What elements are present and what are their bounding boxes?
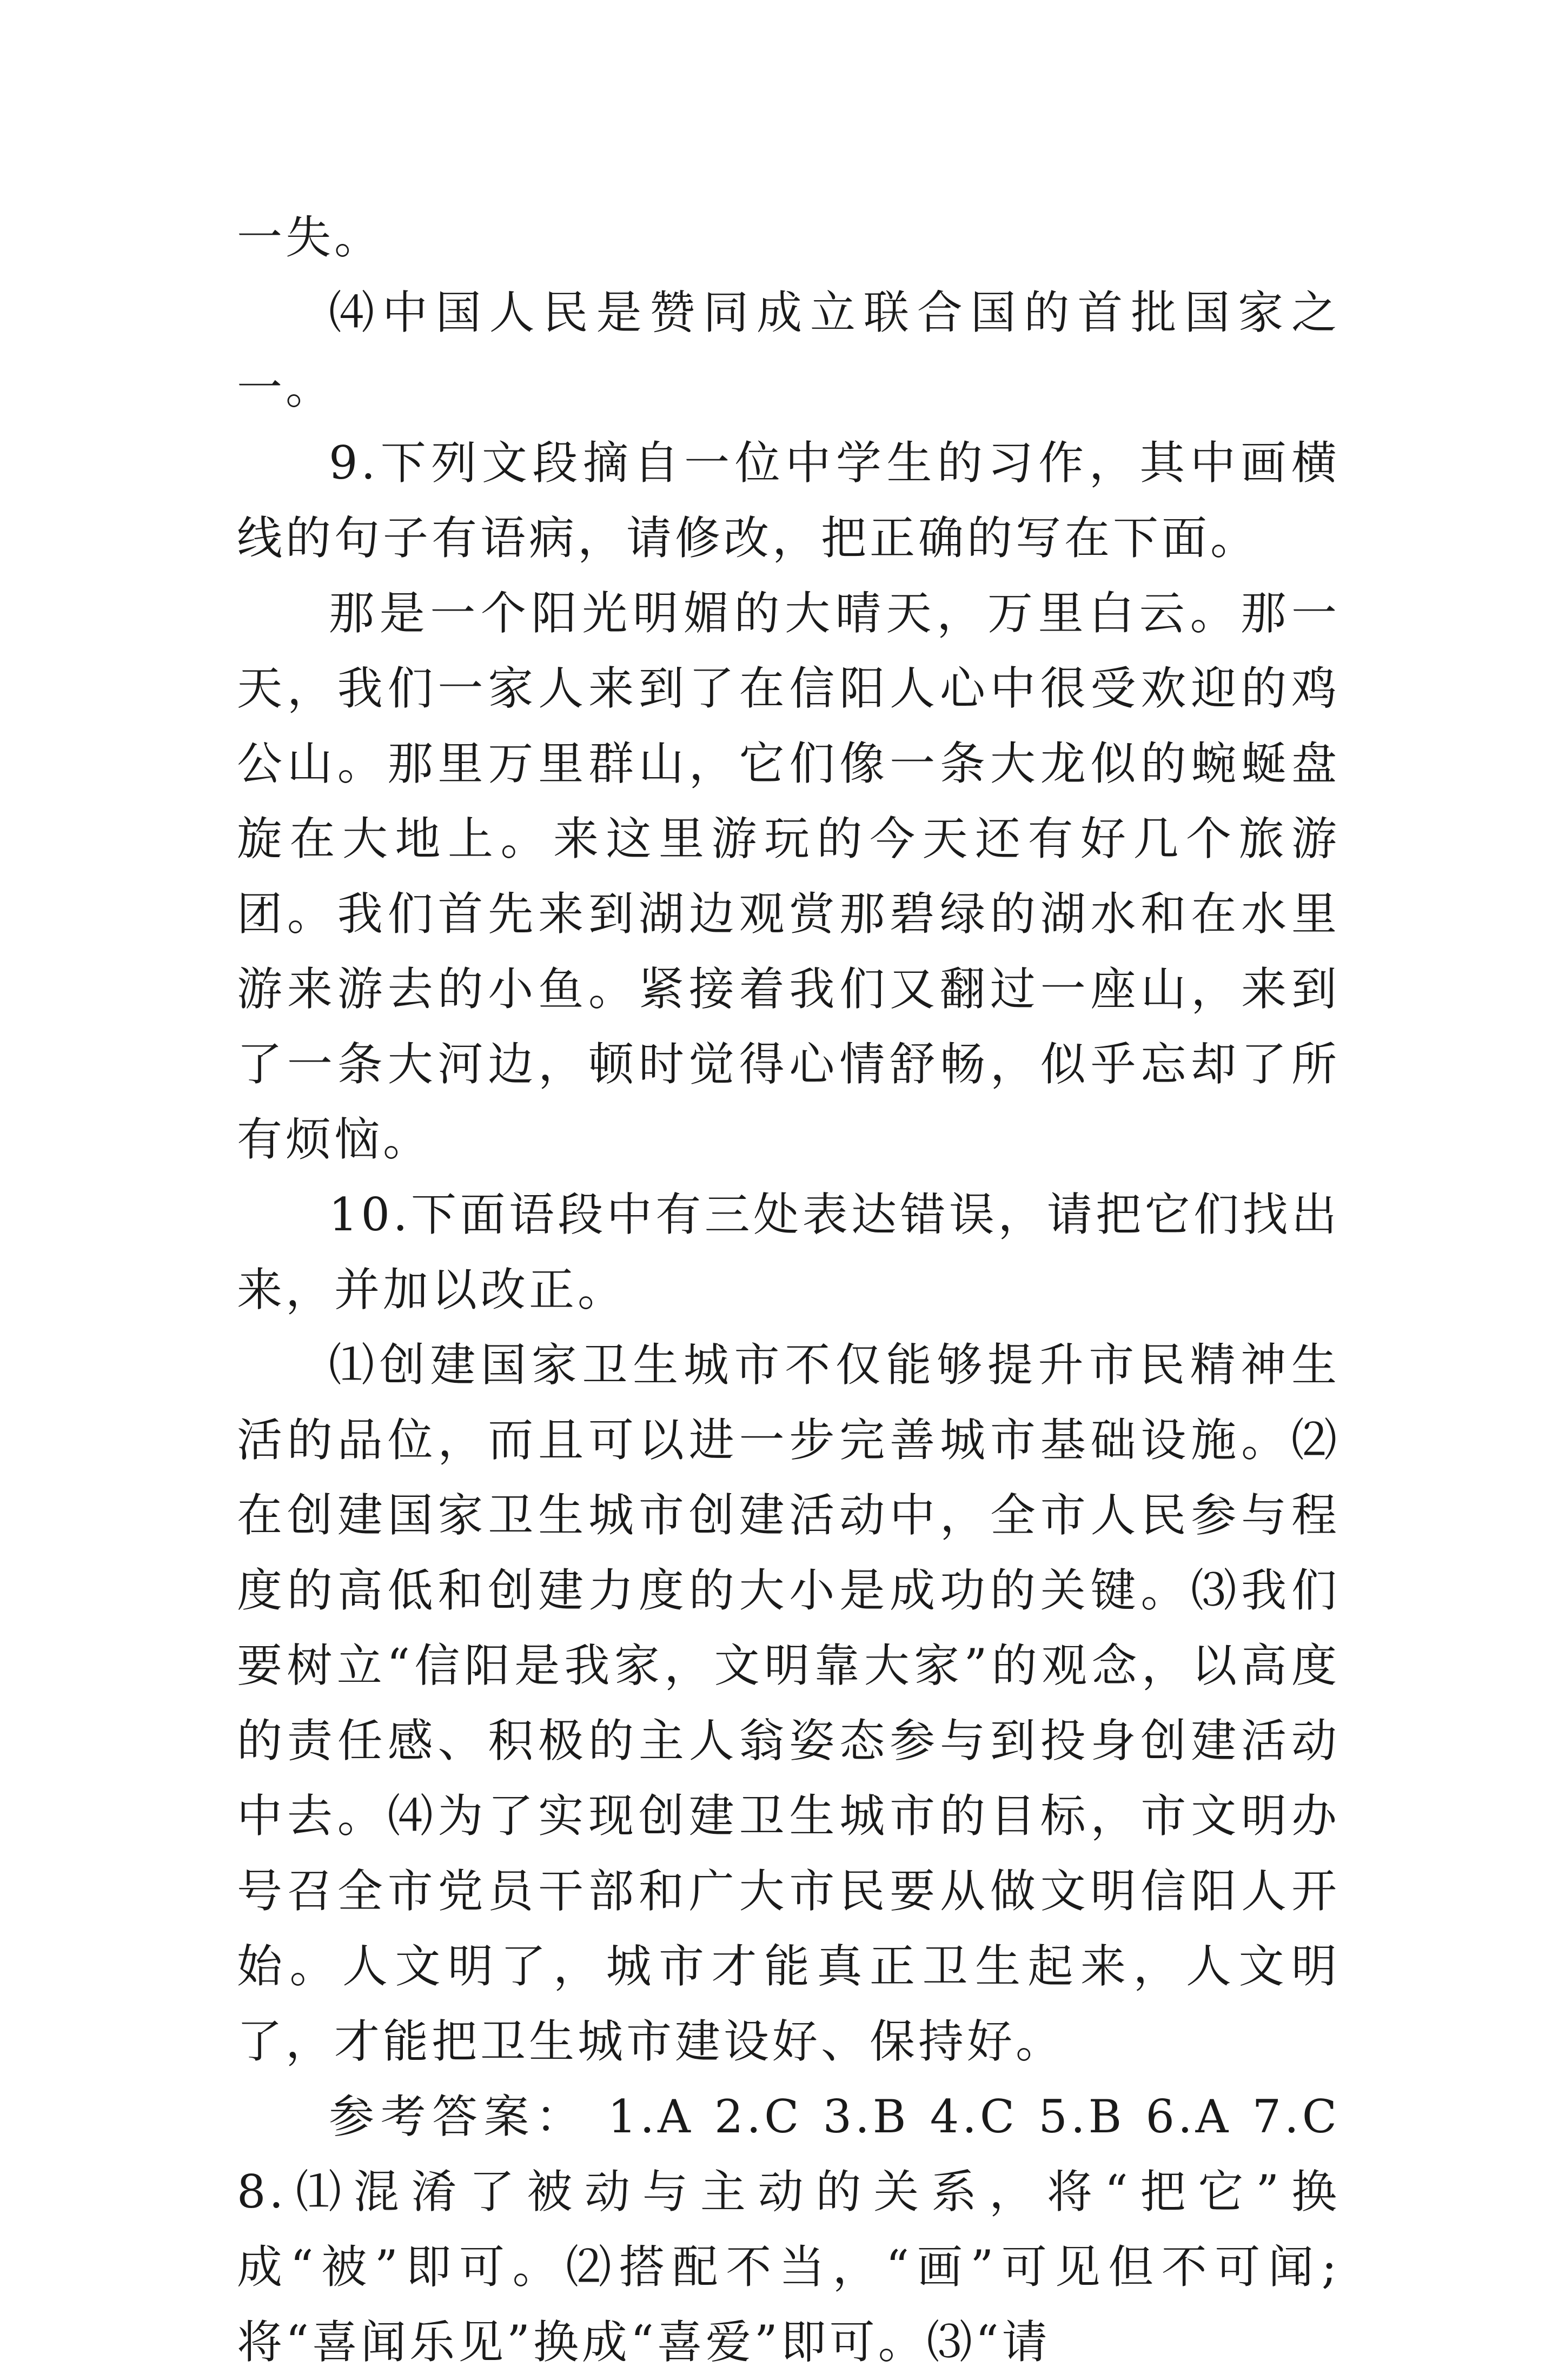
paragraph-item-4: ⑷中国人民是赞同成立联合国的首批国家之一。 (237, 286, 1340, 414)
paragraph-question-9: 9.下列文段摘自一位中学生的习作，其中画横线的句子有语病，请修改，把正确的写在下面。 (237, 436, 1340, 565)
paragraph-continuation: 一失。 (237, 211, 383, 264)
paragraph-passage: 那是一个阳光明媚的大晴天，万里白云。那一天，我们一家人来到了在信阳人心中很受欢迎的鸡公山。那里万里群山，它们像一条大龙似的蜿蜒盘旋在大地上。来这里游玩的今天还有好几个旅游团。我们首先来到湖边观赏那碧绿的湖水和在水里游来游去的小鱼。紧接着我们又翻过一座山，来到了一条大河边，顿时觉得心情舒畅，似乎忘却了所有烦恼。 (237, 587, 1340, 1166)
document-body (237, 200, 1340, 2380)
paragraph-question-10: 10.下面语段中有三处表达错误，请把它们找出来，并加以改正。 (237, 1188, 1340, 1316)
paragraph-passage-10: ⑴创建国家卫生城市不仅能够提升市民精神生活的品位，而且可以进一步完善城市基础设施。⑵在创建国家卫生城市创建活动中，全市人民参与程度的高低和创建力度的大小是成功的关键。⑶我们要树立“信阳是我家，文明靠大家”的观念，以高度的责任感、积极的主人翁姿态参与到投身创建活动中去。⑷为了实现创建卫生城市的目标，市文明办号召全市党员干部和广大市民要从做文明信阳人开始。人文明了，城市才能真正卫生起来，人文明了，才能把卫生城市建设好、保持好。 (237, 1338, 1340, 2068)
paragraph-answers: 参考答案： 1.A 2.C 3.B 4.C 5.B 6.A 7.C 8.⑴混淆了被动与主动的关系，将“把它”换成“被”即可。⑵搭配不当，“画”可见但不可闻;将“喜闻乐见”换成“喜爱”即可。⑶“请 (237, 2090, 1340, 2369)
